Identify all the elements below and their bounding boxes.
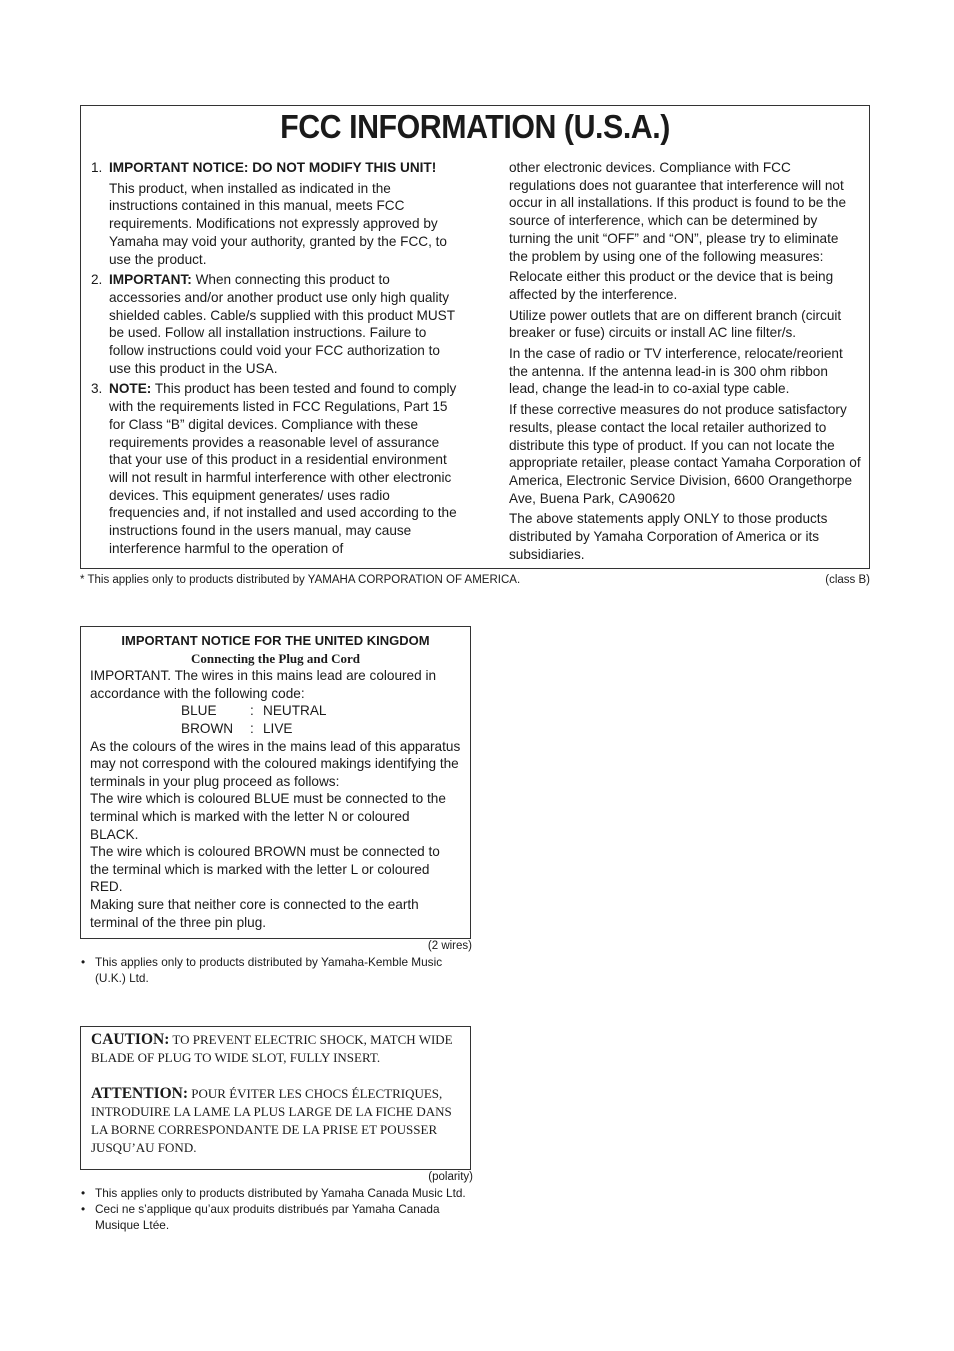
class-label: (class B) <box>825 574 870 586</box>
list-item <box>80 1201 472 1233</box>
note-text: Ceci ne s’applique qu’aux produits distribués par Yamaha Canada Musique Ltée. <box>95 1202 440 1232</box>
fcc-footnote: * This applies only to products distributed by YAMAHA CORPORATION OF AMERICA. <box>80 574 521 586</box>
fcc-paragraph: other electronic devices. Compliance with FCC regulations does not guarantee that interference will not occur in all installations. If this product is found to be the source of interference, which can be determined by turning the unit “OFF” and “ON”, please try to eliminate the problem by using one of the following measures: <box>509 160 847 264</box>
bullet-icon: • <box>81 955 86 969</box>
fcc-left-column <box>91 159 461 560</box>
item-text: When connecting this product to accessories and/or another product use only high quality shielded cables. Cable/s supplied with this product MUST be used. Follow all installation instructions. Failure to follow instructions could void your FCC authorization to use this product in the USA. <box>109 272 455 376</box>
caution-notice <box>91 1031 460 1067</box>
polarity-tag: (polarity) <box>428 1171 473 1183</box>
item-number: 3. <box>91 381 103 397</box>
list-item <box>80 954 472 986</box>
attention-notice <box>91 1085 460 1157</box>
uk-paragraph: The wire which is coloured BROWN must be connected to the terminal which is marked with the letter L or coloured RED. <box>90 844 440 895</box>
fcc-paragraph: If these corrective measures do not produce satisfactory results, please contact the local retailer authorized to distribute this type of product. If you can not locate the appropriate retailer, please contact Yamaha Corporation of America, Electronic Service Division, 6600 Orangethorpe Ave, Buena Park, CA90620 <box>509 402 861 506</box>
uk-tag: (2 wires) <box>427 940 472 952</box>
caution-notes <box>80 1185 472 1233</box>
wire-separator: : <box>250 703 254 719</box>
bullet-icon: • <box>81 1202 86 1216</box>
caution-box <box>80 1026 471 1170</box>
item-heading: IMPORTANT: <box>109 272 192 288</box>
item-number: 1. <box>91 160 103 175</box>
wire-color: BLUE <box>181 703 217 719</box>
page-title: FCC INFORMATION (U.S.A.) <box>280 108 670 145</box>
caution-label: CAUTION: <box>91 1031 170 1048</box>
bullet-icon: • <box>81 1186 86 1200</box>
fcc-item-3 <box>91 380 461 557</box>
item-text: This product has been tested and found to comply with the requirements listed in FCC Regulations, Part 15 for Class “B” digital devices. Compliance with these requirements provides a reasonable level of assurance that your use of this product in a residential environment will not result in harmful interference with other electronic devices. This equipment generates/ uses radio frequencies and, if not installed and used according to the instructions found in the users manual, may cause interference harmful to the operation of <box>109 381 457 556</box>
uk-notice-title: IMPORTANT NOTICE FOR THE UNITED KINGDOM <box>121 633 430 648</box>
wire-separator: : <box>250 720 254 736</box>
fcc-paragraph: The above statements apply ONLY to those products distributed by Yamaha Corporation of America or its subsidiaries. <box>509 511 828 562</box>
fcc-paragraph: In the case of radio or TV interference, relocate/reorient the antenna. If the antenna lead-in is 300 ohm ribbon lead, change the lead-in to co-axial type cable. <box>509 346 843 397</box>
note-text: This applies only to products distributed by Yamaha-Kemble Music (U.K.) Ltd. <box>95 955 443 985</box>
fcc-paragraph: Relocate either this product or the device that is being affected by the interference. <box>509 269 834 302</box>
item-heading: IMPORTANT NOTICE: DO NOT MODIFY THIS UNIT! <box>109 160 437 175</box>
attention-label: ATTENTION: <box>91 1085 189 1102</box>
uk-notes <box>80 954 472 986</box>
uk-paragraph: Making sure that neither core is connected to the earth terminal of the three pin plug. <box>90 896 419 930</box>
uk-paragraph: The wire which is coloured BLUE must be connected to the terminal which is marked with the letter N or coloured BLACK. <box>90 791 446 842</box>
item-heading: NOTE: <box>109 381 152 397</box>
attention-text: POUR ÉVITER LES CHOCS ÉLECTRIQUES, INTRODUIRE LA LAME LA PLUS LARGE DE LA FICHE DANS LA BORNE CORRESPONDANTE DE LA PRISE ET POUSSER JUSQU’AU FOND. <box>91 1086 452 1155</box>
note-text: This applies only to products distributed by Yamaha Canada Music Ltd. <box>95 1186 466 1200</box>
uk-intro: IMPORTANT. The wires in this mains lead are coloured in accordance with the following code: <box>90 668 437 701</box>
wire-meaning: LIVE <box>263 720 293 736</box>
uk-notice-box <box>80 626 471 939</box>
wire-color: BROWN <box>181 720 234 736</box>
fcc-paragraph: Utilize power outlets that are on different branch (circuit breaker or fuse) circuits or install AC line filter/s. <box>509 307 842 341</box>
list-item <box>80 1185 472 1201</box>
uk-notice-subtitle: Connecting the Plug and Cord <box>190 650 361 666</box>
fcc-information-box <box>80 105 870 569</box>
item-number: 2. <box>91 272 103 288</box>
wire-meaning: NEUTRAL <box>263 703 327 719</box>
uk-paragraph: As the colours of the wires in the mains lead of this apparatus may not correspond with the coloured makings identifying the terminals in your plug proceed as follows: <box>90 738 461 789</box>
wire-row-brown <box>90 720 461 738</box>
item-subtext: This product, when installed as indicated in the instructions contained in this manual, meets FCC requirements. Modifications not expressly approved by Yamaha may void your authority, granted by the FCC, to use the product. <box>109 180 447 267</box>
fcc-item-1 <box>91 159 461 268</box>
fcc-right-column <box>509 159 861 566</box>
fcc-item-2 <box>91 271 461 377</box>
caution-text: TO PREVENT ELECTRIC SHOCK, MATCH WIDE BLADE OF PLUG TO WIDE SLOT, FULLY INSERT. <box>91 1032 453 1065</box>
wire-row-blue <box>90 702 461 720</box>
